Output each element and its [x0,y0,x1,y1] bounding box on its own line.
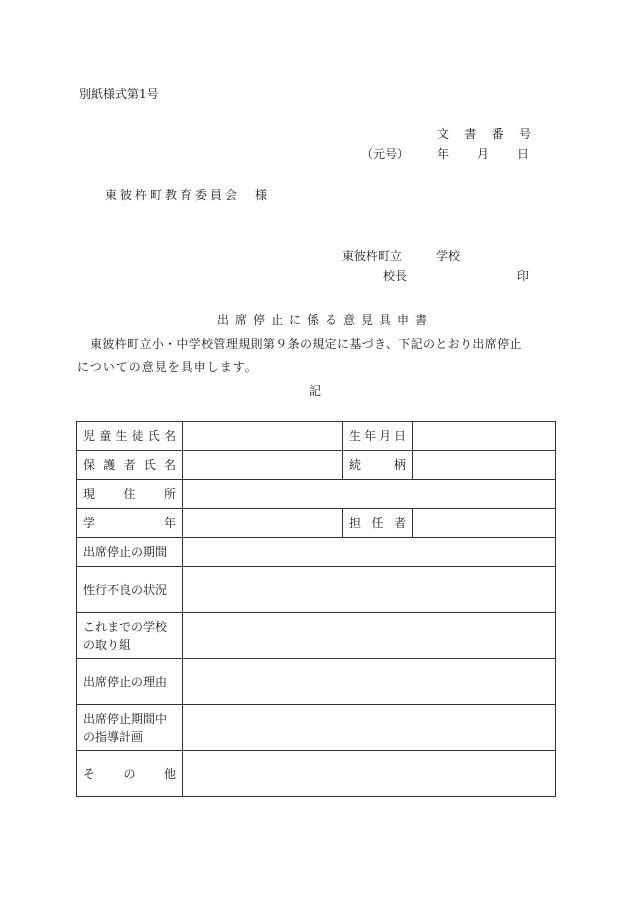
label-char: 現 [83,487,96,501]
label-char: 柄 [393,458,406,472]
document-number-label [437,127,531,141]
table-row [77,751,556,797]
table-row [77,509,556,538]
address-field[interactable] [183,480,556,509]
school-prefix: 東彼杵町立 [342,249,403,263]
label-char: 生 [115,429,128,443]
table-row [77,480,556,509]
principal-label: 校長 [383,269,408,283]
label-char: 担 [349,516,362,530]
label-char: 名 [163,429,176,443]
date-day-label: 日 [517,147,530,161]
label-char: 氏 [147,429,160,443]
guidance-plan-field[interactable] [183,705,556,751]
date-month-label: 月 [477,147,490,161]
ki-marker: 記 [309,384,322,398]
body-text-line-1: 東彼杵町立小・中学校管理規則第９条の規定に基づき、下記のとおり出席停止 [90,337,522,351]
addressee: 東彼杵町教育委員会 様 [105,188,271,202]
behavior-status-field[interactable] [183,567,556,613]
birth-date-field[interactable] [413,422,556,451]
label-char: 年 [363,429,376,443]
doc-number-char: 番 [491,127,504,141]
label-char: 護 [103,458,116,472]
other-label [77,751,183,797]
doc-number-char: 文 [437,127,450,141]
label-char: 保 [83,458,96,472]
label-char: 者 [393,516,406,530]
relationship-label [343,451,413,480]
table-row [77,613,556,659]
seal-label: 印 [517,269,530,283]
suspension-reason-label: 出席停止の理由 [77,659,183,705]
label-char: 月 [378,429,391,443]
student-name-label [77,422,183,451]
form-number: 別紙様式第1号 [79,87,159,101]
label-char: 童 [99,429,112,443]
relationship-field[interactable] [413,451,556,480]
label-char: 所 [163,487,176,501]
gengo-label: （元号） [361,147,410,161]
school-efforts-field[interactable] [183,613,556,659]
guidance-plan-label [77,705,183,751]
behavior-status-label: 性行不良の状況 [77,567,183,613]
suspension-period-field[interactable] [183,538,556,567]
doc-number-char: 書 [464,127,477,141]
table-row [77,451,556,480]
label-char: 徒 [131,429,144,443]
doc-number-char: 号 [518,127,531,141]
school-efforts-label [77,613,183,659]
table-row [77,538,556,567]
label-char: 住 [123,487,136,501]
suspension-reason-field[interactable] [183,659,556,705]
guardian-name-label [77,451,183,480]
label-char: 生 [349,429,362,443]
table-row [77,567,556,613]
date-year-label: 年 [437,147,450,161]
table-row [77,422,556,451]
document-title: 出席停止に係る意見具申書 [217,313,434,327]
guardian-name-field[interactable] [183,451,343,480]
school-suffix: 学校 [436,249,461,263]
label-char: 氏 [143,458,156,472]
label-line: の取り組 [83,637,132,652]
other-field[interactable] [183,751,556,797]
label-char: 児 [83,429,96,443]
label-line: の指導計画 [83,729,144,744]
label-line: これまでの学校 [83,619,168,634]
teacher-field[interactable] [413,509,556,538]
label-char: 名 [163,458,176,472]
address-label [77,480,183,509]
label-char: 学 [83,516,96,530]
label-char: 日 [393,429,406,443]
application-form-table [76,421,556,797]
label-char: の [123,766,136,781]
label-char: 年 [163,516,176,530]
table-row [77,659,556,705]
suspension-period-label: 出席停止の期間 [77,538,183,567]
label-char: 者 [123,458,136,472]
teacher-label [343,509,413,538]
table-row [77,705,556,751]
label-char: 他 [163,766,176,781]
grade-label [77,509,183,538]
label-char: そ [83,766,96,781]
label-char: 任 [371,516,384,530]
label-char: 続 [349,458,362,472]
label-line: 出席停止期間中 [83,711,168,726]
body-text-line-2: についての意見を具申します。 [77,360,258,374]
student-name-field[interactable] [183,422,343,451]
birth-date-label [343,422,413,451]
grade-field[interactable] [183,509,343,538]
